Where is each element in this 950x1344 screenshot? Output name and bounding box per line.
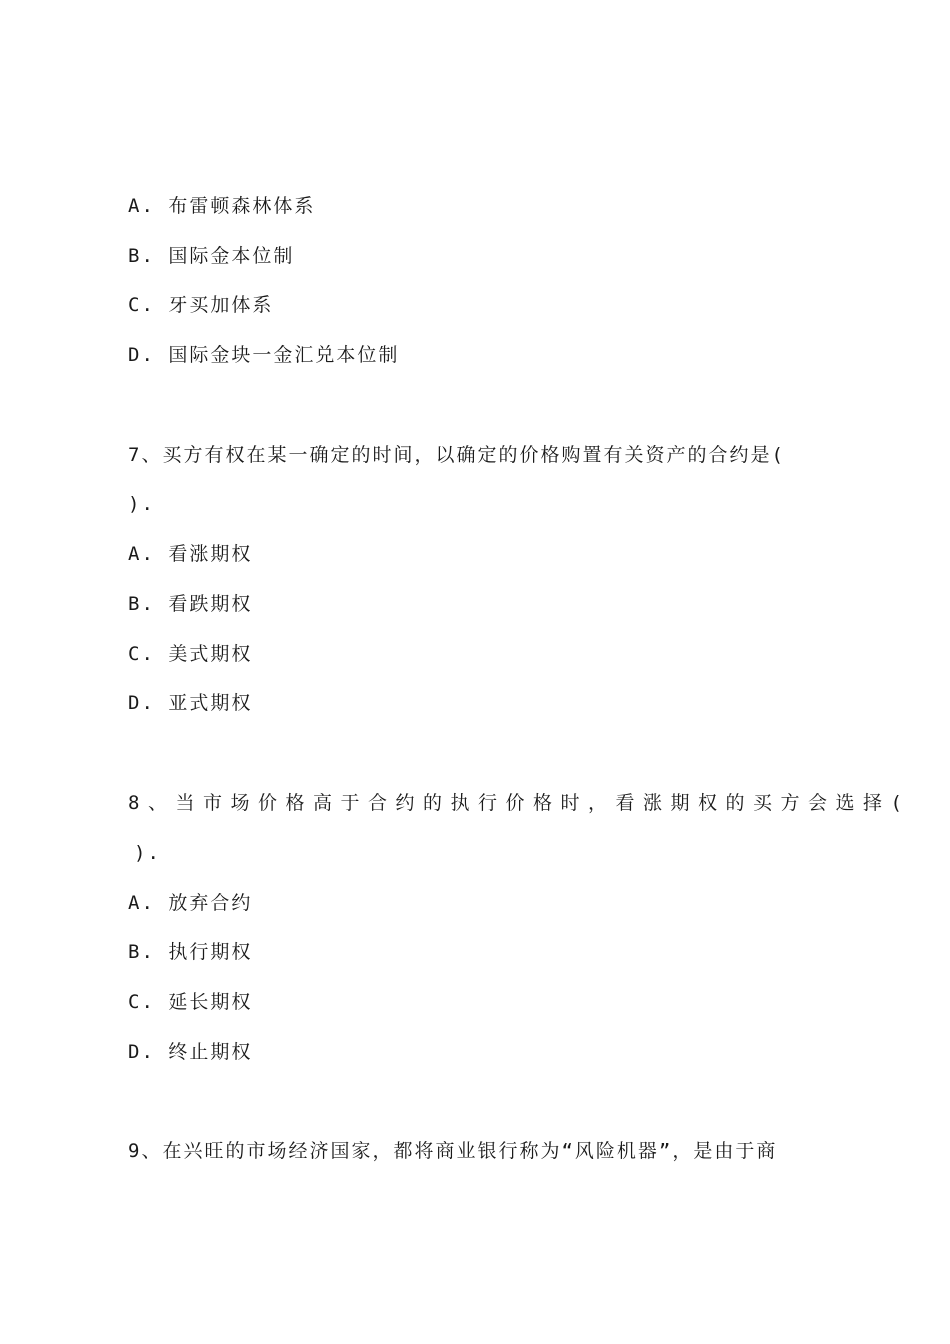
q8-option-a: A. 放弃合约	[128, 892, 253, 914]
q6-option-b: B. 国际金本位制	[128, 245, 295, 267]
q8-stem-line2: ).	[134, 842, 161, 864]
q7-stem-line2: ).	[128, 493, 155, 515]
q8-option-d: D. 终止期权	[128, 1041, 253, 1063]
q7-option-c: C. 美式期权	[128, 643, 253, 665]
q6-option-c: C. 牙买加体系	[128, 294, 274, 316]
q8-option-c: C. 延长期权	[128, 991, 253, 1013]
q9-stem-line1: 9、在兴旺的市场经济国家，都将商业银行称为“风险机器”，是由于商	[128, 1140, 778, 1162]
q7-option-a: A. 看涨期权	[128, 543, 253, 565]
q8-option-b: B. 执行期权	[128, 941, 253, 963]
q6-option-d: D. 国际金块一金汇兑本位制	[128, 344, 400, 366]
q7-stem-line1: 7、买方有权在某一确定的时间，以确定的价格购置有关资产的合约是(	[128, 444, 785, 466]
q7-option-b: B. 看跌期权	[128, 593, 253, 615]
q7-option-d: D. 亚式期权	[128, 692, 253, 714]
q6-option-a: A. 布雷顿森林体系	[128, 195, 316, 217]
q8-stem-line1: 8、当市场价格高于合约的执行价格时，看涨期权的买方会选择(	[128, 792, 911, 814]
